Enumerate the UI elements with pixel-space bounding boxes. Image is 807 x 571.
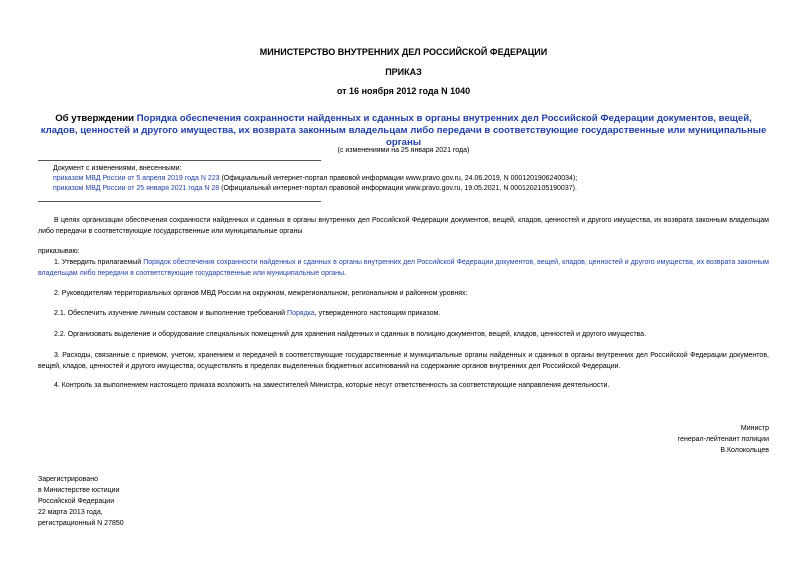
- amendment-note: (с изменениями на 25 января 2021 года): [337, 147, 470, 154]
- change-link-2[interactable]: приказом МВД России от 25 января 2021 года N 28: [53, 185, 220, 192]
- change-link-1[interactable]: приказом МВД России от 5 апреля 2019 года N 223: [53, 175, 220, 182]
- item-3: 3. Расходы, связанные с приемом, учетом, хранением и передачей в соответствующие государственные и муниципальные органы найденных и сданных в органы внутренних дел Российской Федерации документов, вещей, кладов, ценностей и другого имущества, осуществлять в пределах выделенных бюджетных ассигнований на содержание органов внутренних дел Российской Федерации.: [38, 352, 769, 370]
- item-1-prefix: 1. Утвердить прилагаемый: [54, 259, 144, 266]
- registration-line: в Министерстве юстиции: [38, 487, 120, 494]
- item-4: 4. Контроль за выполнением настоящего приказа возложить на заместителей Министра, которые несут ответственность за соответствующие направления деятельности.: [54, 382, 610, 389]
- signature-title: Министр: [740, 425, 769, 432]
- divider-bottom: [38, 201, 321, 202]
- signature-rank: генерал-лейтенант полиции: [677, 436, 769, 443]
- change-item: [53, 174, 773, 184]
- item-1-link[interactable]: Порядок обеспечения сохранности найденных и сданных в органы внутренних дел Российской Федерации документов, вещей, кладов, ценностей и другого имущества, их возврата законным владельцам либо передачи в соответствующие государственные или муниципальные органы: [38, 259, 769, 277]
- registration-line: Зарегистрировано: [38, 476, 98, 483]
- change-item: [53, 184, 773, 194]
- ministry-heading: МИНИСТЕРСТВО ВНУТРЕННИХ ДЕЛ РОССИЙСКОЙ ФЕДЕРАЦИИ: [259, 47, 548, 57]
- registration-line: Российской Федерации: [38, 498, 115, 505]
- document-title: [36, 113, 771, 149]
- preamble: В целях организации обеспечения сохранности найденных и сданных в органы внутренних дел Российской Федерации документов, вещей, кладов, ценностей и другого имущества, их возврата законным владельцам либо передачи в соответствующие государственные или муниципальные органы: [38, 217, 769, 235]
- order-word: приказываю:: [38, 248, 80, 255]
- changes-block: [53, 164, 773, 194]
- signature-block: [678, 423, 769, 456]
- item-1: [38, 257, 769, 279]
- doc-type-heading: ПРИКАЗ: [385, 67, 422, 77]
- title-link[interactable]: Порядка обеспечения сохранности найденных и сданных в органы внутренних дел Российской Федерации документов, вещей, кладов, ценностей и другого имущества, их возврата законным владельцам либо передачи в соответствующие государственные или муниципальные органы: [40, 113, 767, 148]
- registration-number: регистрационный N 27850: [38, 520, 124, 527]
- changes-label: Документ с изменениями, внесенными:: [53, 165, 182, 172]
- item-1-suffix: .: [344, 270, 346, 277]
- registration-block: [38, 474, 124, 529]
- change-source-2: (Официальный интернет-портал правовой информации www.pravo.gov.ru, 19.05.2021, N 0001202105190037).: [219, 185, 577, 192]
- signature-name: В.Колокольцев: [720, 447, 769, 454]
- item-2-1-suffix: , утвержденного настоящим приказом.: [314, 310, 441, 317]
- registration-date: 22 марта 2013 года,: [38, 509, 103, 516]
- title-prefix: Об утверждении: [55, 113, 137, 124]
- item-2-1-prefix: 2.1. Обеспечить изучение личным составом и выполнение требований: [54, 310, 288, 317]
- item-2-2: 2.2. Организовать выделение и оборудование специальных помещений для хранения найденных и сданных в полицию документов, вещей, кладов, ценностей и другого имущества.: [54, 331, 647, 338]
- item-2-1: [38, 308, 769, 319]
- item-2: 2. Руководителям территориальных органов МВД России на окружном, межрегиональном, региональном и районном уровнях:: [54, 290, 468, 297]
- item-2-1-link[interactable]: Порядка: [287, 310, 315, 317]
- divider-top: [38, 160, 321, 161]
- change-source-1: (Официальный интернет-портал правовой информации www.pravo.gov.ru, 24.06.2019, N 0001201906240034);: [219, 175, 578, 182]
- date-number-heading: от 16 ноября 2012 года N 1040: [336, 86, 471, 96]
